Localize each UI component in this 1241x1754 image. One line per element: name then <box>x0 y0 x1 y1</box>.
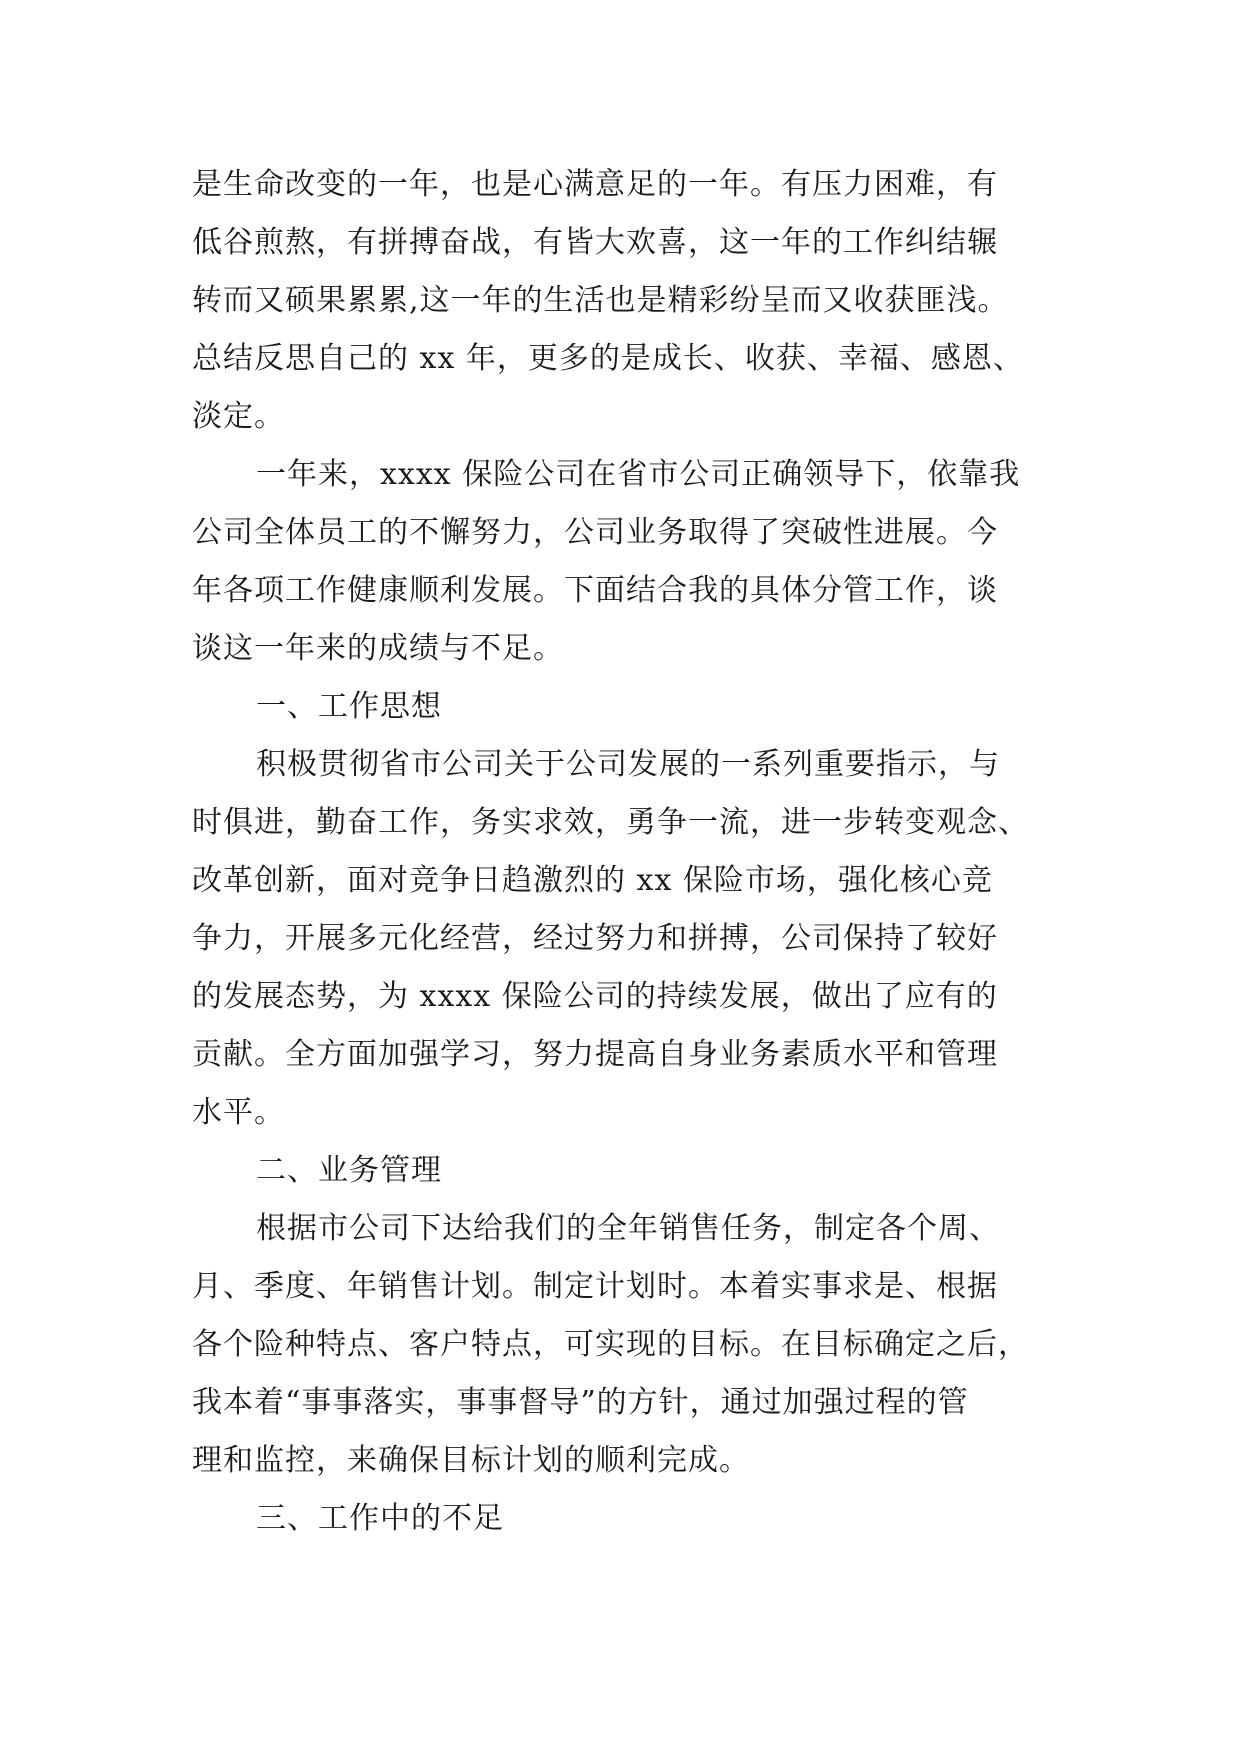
text-line: 时俱进，勤奋工作，务实求效，勇争一流，进一步转变观念、 <box>192 805 1029 840</box>
paragraph-start-line: 积极贯彻省市公司关于公司发展的一系列重要指示，与 <box>256 747 1000 782</box>
text-line: 的发展态势，为 xxxx 保险公司的持续发展，做出了应有的 <box>192 979 998 1014</box>
paragraph-start-line: 一年来，xxxx 保险公司在省市公司正确领导下，依靠我 <box>256 457 1021 492</box>
text-line: 是生命改变的一年，也是心满意足的一年。有压力困难，有 <box>192 167 998 202</box>
text-line: 低谷煎熬，有拼搏奋战，有皆大欢喜，这一年的工作纠结辗 <box>192 225 998 260</box>
text-line: 转而又硕果累累,这一年的生活也是精彩纷呈而又收获匪浅。 <box>192 283 1009 318</box>
text-line: 总结反思自己的 xx 年，更多的是成长、收获、幸福、感恩、 <box>192 341 1024 376</box>
text-line: 理和监控，来确保目标计划的顺利完成。 <box>192 1443 750 1478</box>
text-line: 改革创新，面对竞争日趋激烈的 xx 保险市场，强化核心竞 <box>192 863 993 898</box>
text-line: 公司全体员工的不懈努力，公司业务取得了突破性进展。今 <box>192 515 998 550</box>
section-heading: 二、业务管理 <box>256 1153 442 1188</box>
text-line: 贡献。全方面加强学习，努力提高自身业务素质水平和管理 <box>192 1037 998 1072</box>
paragraph-start-line: 根据市公司下达给我们的全年销售任务，制定各个周、 <box>256 1211 1000 1246</box>
text-line: 月、季度、年销售计划。制定计划时。本着实事求是、根据 <box>192 1269 998 1304</box>
text-line: 水平。 <box>192 1095 285 1130</box>
section-heading: 三、工作中的不足 <box>256 1501 504 1536</box>
text-line: 淡定。 <box>192 399 285 434</box>
text-line: 我本着“事事落实，事事督导”的方针，通过加强过程的管 <box>192 1385 969 1420</box>
text-line: 争力，开展多元化经营，经过努力和拼搏，公司保持了较好 <box>192 921 998 956</box>
text-line: 年各项工作健康顺利发展。下面结合我的具体分管工作，谈 <box>192 573 998 608</box>
section-heading: 一、工作思想 <box>256 689 442 724</box>
text-line: 谈这一年来的成绩与不足。 <box>192 631 564 666</box>
text-line: 各个险种特点、客户特点，可实现的目标。在目标确定之后， <box>192 1327 1029 1362</box>
